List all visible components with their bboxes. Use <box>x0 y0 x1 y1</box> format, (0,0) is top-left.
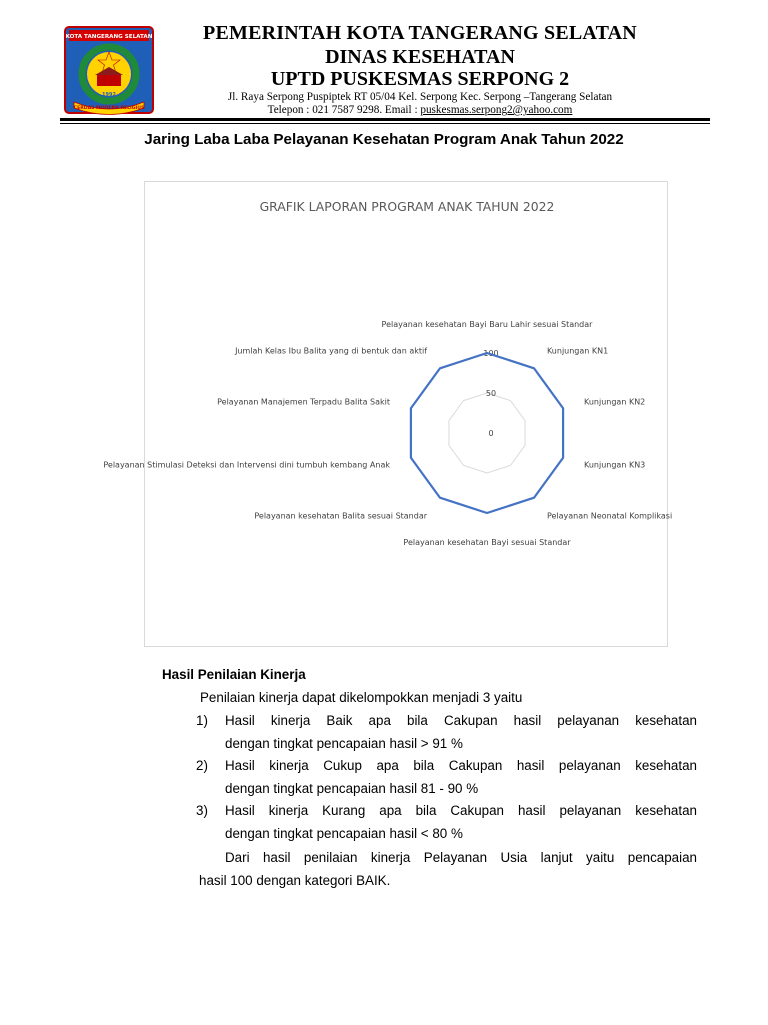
radar-chart <box>1 1 768 1025</box>
section-intro: Penilaian kinerja dapat dikelompokkan menjadi 3 yaitu <box>200 690 523 705</box>
radar-category-label: Pelayanan Neonatal Komplikasi <box>546 511 673 521</box>
header-department-line: DINAS KESEHATAN <box>325 46 515 68</box>
logo-year: 1992 <box>102 92 116 98</box>
list-item-text: Hasil kinerja Baik apa bila Cakupan hasil pelayanan kesehatan <box>225 713 697 728</box>
list-item-text-cont: dengan tingkat pencapaian hasil < 80 % <box>225 826 463 841</box>
header-unit-line: UPTD PUSKESMAS SERPONG 2 <box>270 68 570 90</box>
header-phone: Telepon : 021 7587 9298. Email : <box>267 104 421 116</box>
radar-tick-label: 0 <box>488 429 494 438</box>
conclusion-text: Dari hasil penilaian kinerja Pelayanan Usia lanjut yaitu pencapaian <box>225 850 697 865</box>
header-government-line: PEMERINTAH KOTA TANGERANG SELATAN <box>203 22 637 44</box>
radar-gridline <box>449 393 525 473</box>
list-item-number: 2) <box>196 758 208 773</box>
radar-category-label: Kunjungan KN2 <box>584 397 646 407</box>
radar-tick-label: 50 <box>485 389 497 398</box>
radar-tick-label: 100 <box>483 349 499 358</box>
chart-title: GRAFIK LAPORAN PROGRAM ANAK TAHUN 2022 <box>259 199 555 214</box>
radar-category-label: Pelayanan Manajemen Terpadu Balita Sakit <box>217 397 390 407</box>
logo-bottom-text: CERDAS MODERN RELIGIUS <box>73 106 145 111</box>
radar-category-label: Kunjungan KN3 <box>584 460 646 470</box>
radar-category-label: Jumlah Kelas Ibu Balita yang di bentuk dan aktif <box>235 346 428 356</box>
header-address: Jl. Raya Serpong Puspiptek RT 05/04 Kel. Serpong Kec. Serpong –Tangerang Selatan <box>227 91 613 103</box>
radar-category-label: Kunjungan KN1 <box>546 346 609 356</box>
list-item-number: 1) <box>196 713 208 728</box>
list-item-text-cont: dengan tingkat pencapaian hasil > 91 % <box>225 736 463 751</box>
list-item-text-cont: dengan tingkat pencapaian hasil 81 - 90 % <box>225 781 479 796</box>
radar-category-label: Pelayanan kesehatan Balita sesuai Standar <box>254 511 428 521</box>
list-item-number: 3) <box>196 803 208 818</box>
logo-top-text: KOTA TANGERANG SELATAN <box>65 34 153 40</box>
section-title: Hasil Penilaian Kinerja <box>162 667 306 682</box>
radar-chart-frame <box>103 181 673 647</box>
radar-category-label: Pelayanan kesehatan Bayi sesuai Standar <box>403 538 571 547</box>
conclusion-text-cont: hasil 100 dengan kategori BAIK. <box>199 873 391 888</box>
radar-series-line <box>411 353 563 513</box>
radar-category-label: Pelayanan kesehatan Bayi Baru Lahir sesuai Standar <box>381 320 593 329</box>
list-item-text: Hasil kinerja Cukup apa bila Cakupan hasil pelayanan kesehatan <box>225 758 697 773</box>
document-title: Jaring Laba Laba Pelayanan Kesehatan Program Anak Tahun 2022 <box>144 131 624 148</box>
list-item-text: Hasil kinerja Kurang apa bila Cakupan hasil pelayanan kesehatan <box>225 803 697 818</box>
header-email: puskesmas.serpong2@yahoo.com <box>420 104 573 116</box>
radar-category-label: Pelayanan Stimulasi Deteksi dan Intervensi dini tumbuh kembang Anak <box>103 460 390 470</box>
